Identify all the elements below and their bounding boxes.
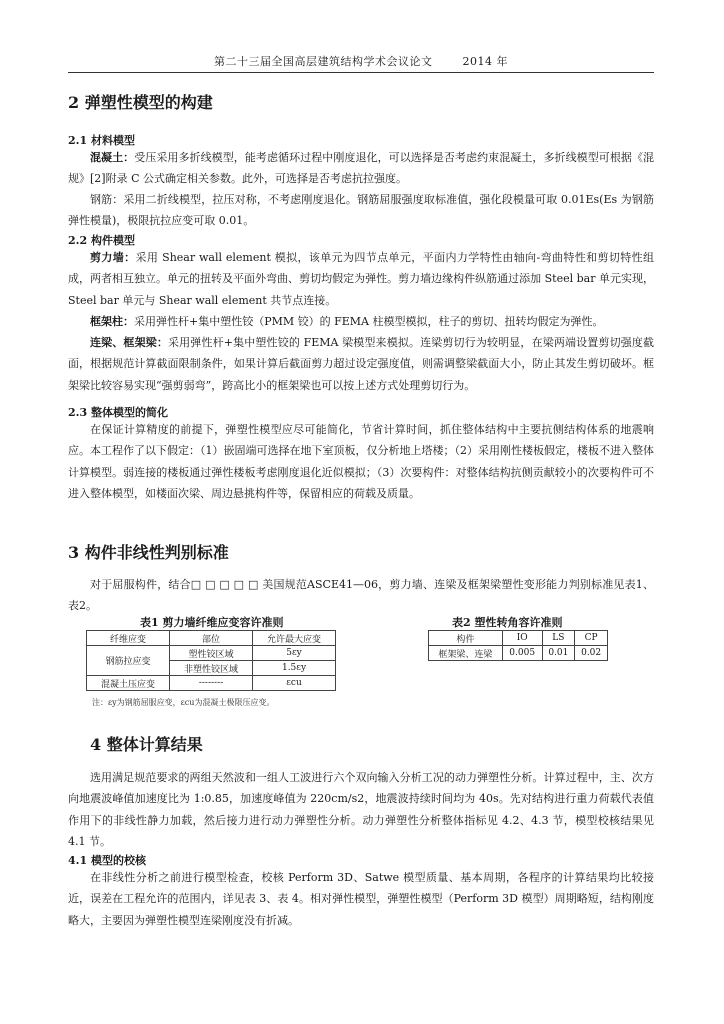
table1-caption: 表1 剪力墙纤维应变容许准则: [140, 616, 284, 629]
section-2-3-heading: 2.3 整体模型的简化: [68, 406, 168, 419]
table1-cell: --------: [170, 676, 253, 691]
simplification-paragraph: 在保证计算精度的前提下，弹塑性模型应尽可能简化，节省计算时间，抓住整体结构中主要抗侧结构体系的地震响应。本工程作了以下假定：（1）嵌固端可选择在地下室顶板，仅分析地上塔楼；（2）采用刚性楼板假定，楼板不进入整体计算模型。弱连接的楼板通过弹性楼板考虑刚度退化近似模拟；（3）次要构件：对整体结构抗侧贡献较小的次要构件可不进入整体模型，如楼面次梁、周边悬挑构件等，保留相应的荷载及质量。: [68, 423, 654, 501]
analysis-paragraph: 选用满足规范要求的两组天然波和一组人工波进行六个双向输入分析工况的动力弹塑性分析。计算过程中，主、次方向地震波峰值加速度比为 1:0.85，加速度峰值为 220cm/s2，地震波持续时间均为 40s。先对结构进行重力荷载代表值作用下的非线性静力加载，然后接力进行动力弹塑性分析。动力弹塑性分析整体指标见 4.2、4.3 节，模型校核结果见 4.1 节。: [68, 771, 654, 849]
header-title: 第二十三届全国高层建筑结构学术会议论文: [214, 55, 433, 68]
table2-header-cell: CP: [575, 631, 608, 646]
table-row: [87, 676, 336, 691]
wall-label: 剪力墙：: [90, 251, 136, 264]
table1-cell: 混凝土压应变: [87, 676, 170, 691]
running-header: [68, 50, 654, 73]
table2: [428, 630, 608, 661]
section-4-1-heading: 4.1 模型的校核: [68, 854, 146, 867]
table-note: 注：εy为钢筋屈服应变，εcu为混凝土极限压应变。: [92, 698, 275, 707]
column-label: 框架柱：: [90, 315, 134, 328]
table-row: [87, 646, 336, 661]
concrete-text: 受压采用多折线模型，能考虑循环过程中刚度退化，可以选择是否考虑约束混凝土，多折线模型可根据《混规》[2]附录 C 公式确定相关参数。此外，可选择是否考虑抗拉强度。: [68, 151, 655, 186]
table1-cell: 非塑性铰区域: [170, 661, 253, 676]
section-3-heading: 3 构件非线性判别标准: [68, 543, 229, 562]
header-year: 2014 年: [462, 55, 508, 68]
table-row: [429, 646, 608, 661]
table2-header-row: [429, 631, 608, 646]
table2-cell: 0.02: [575, 646, 608, 661]
section-2-2-heading: 2.2 构件模型: [68, 234, 135, 247]
beam-paragraph: [68, 332, 654, 396]
wall-paragraph: [68, 247, 654, 311]
section-2-heading: 2 弹塑性模型的构建: [68, 93, 213, 112]
table1: [86, 630, 336, 691]
column-paragraph: [68, 311, 654, 332]
section-4-heading: 4 整体计算结果: [90, 735, 203, 754]
beam-label: 连梁、框架梁：: [90, 336, 169, 349]
steel-paragraph: 钢筋：采用二折线模型，拉压对称，不考虑刚度退化。钢筋屈服强度取标准值，强化段模量可取 0.01Es(Es 为钢筋弹性模量)，极限抗拉应变可取 0.01。: [68, 193, 654, 228]
table2-header-cell: LS: [542, 631, 575, 646]
table2-cell: 0.01: [542, 646, 575, 661]
table2-cell: 0.005: [502, 646, 542, 661]
table1-header-cell: 允许最大应变: [253, 631, 336, 646]
table2-header-cell: 构件: [429, 631, 503, 646]
criteria-paragraph: 对于屈服构件，结合□ □ □ □ □ 美国规范ASCE41—06，剪力墙、连梁及框架梁塑性变形能力判别标准见表1、表2。: [68, 578, 654, 613]
table1-cell: 钢筋拉应变: [87, 646, 170, 676]
wall-text: 采用 Shear wall element 模拟，该单元为四节点单元，平面内力学特性由轴向-弯曲特性和剪切特性组成，两者相互独立。单元的扭转及平面外弯曲、剪切均假定为弹性。剪力墙边缘构件纵筋通过添加 Steel bar 单元实现，Steel bar 单元与 Shear wall element 共节点连接。: [68, 251, 655, 307]
verification-paragraph: 在非线性分析之前进行模型检查，校核 Perform 3D、Satwe 模型质量、基本周期，各程序的计算结果均比较接近，误差在工程允许的范围内，详见表 3、表 4。相对弹性模型，弹塑性模型（Perform 3D 模型）周期略短，结构刚度略大，主要因为弹塑性模型连梁刚度没有折减。: [68, 871, 654, 927]
section-2-1-heading: 2.1 材料模型: [68, 134, 135, 147]
concrete-paragraph: [68, 147, 654, 190]
table1-header-row: [87, 631, 336, 646]
column-text: 采用弹性杆+集中塑性铰（PMM 铰）的 FEMA 柱模型模拟，柱子的剪切、扭转均假定为弹性。: [134, 315, 604, 328]
table1-cell: εcu: [253, 676, 336, 691]
table1-cell: 5εy: [253, 646, 336, 661]
table1-cell: 塑性铰区域: [170, 646, 253, 661]
table1-header-cell: 纤维应变: [87, 631, 170, 646]
table2-caption: 表2 塑性转角容许准则: [452, 616, 563, 629]
table2-header-cell: IO: [502, 631, 542, 646]
table1-cell: 1.5εy: [253, 661, 336, 676]
concrete-label: 混凝土：: [90, 151, 135, 164]
table2-cell: 框架梁、连梁: [429, 646, 503, 661]
beam-text: 采用弹性杆+集中塑性铰的 FEMA 梁模型来模拟。连梁剪切行为较明显，在梁两端设置剪切强度截面，根据规范计算截面限制条件，如果计算后截面剪力超过设定强度值，则需调整梁截面大小，防止其发生剪切破坏。框架梁比较容易实现“强剪弱弯”，跨高比小的框架梁也可以按上述方式处理剪切行为。: [68, 336, 655, 392]
table1-header-cell: 部位: [170, 631, 253, 646]
